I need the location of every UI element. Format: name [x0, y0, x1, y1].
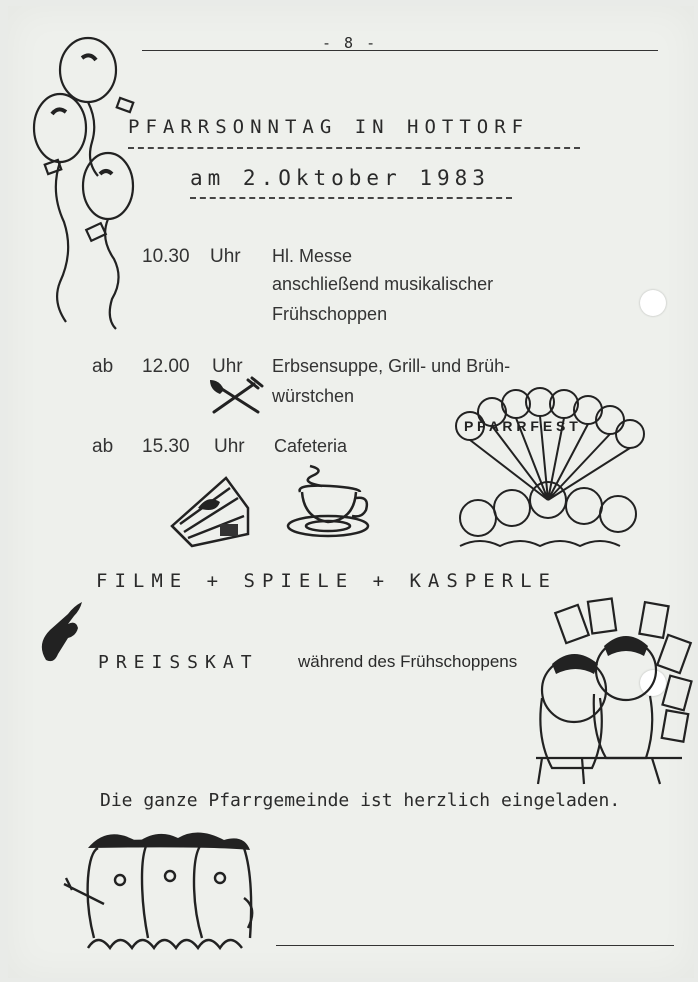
schedule-unit-2: Uhr [212, 356, 243, 377]
schedule-item-2-line-1: Erbsensuppe, Grill- und Brüh- [272, 356, 511, 376]
page-number: - 8 - [322, 34, 378, 52]
title-underline [128, 147, 580, 149]
card-players-icon [522, 598, 692, 788]
event-date: am 2.Oktober 1983 [190, 166, 490, 190]
schedule-prefix-3: ab [92, 436, 114, 457]
cake-icon [168, 468, 252, 548]
schedule-item-1-line-3: Frühschoppen [272, 304, 388, 324]
sign-text: P F A R R F E S T [464, 418, 578, 434]
invitation-text: Die ganze Pfarrgemeinde ist herzlich eingeladen. [100, 790, 621, 811]
top-rule [142, 50, 658, 51]
schedule-item-1-line-2: anschließend musikalischer [272, 274, 494, 294]
schedule-item-3-line-1: Cafeteria [274, 436, 348, 456]
schedule-prefix-2: ab [92, 356, 114, 377]
activities-banner: FILME + SPIELE + KASPERLE [96, 570, 557, 592]
schedule-unit-3: Uhr [214, 436, 245, 457]
bottom-rule [276, 945, 674, 946]
fork-knife-icon [208, 378, 264, 418]
date-underline [190, 197, 512, 199]
pointing-hand-icon [36, 600, 88, 664]
schedule-time-3: 15.30 [142, 436, 190, 457]
preisskat-detail: während des Frühschoppens [298, 652, 518, 671]
pfarrfest-sign-icon [448, 390, 648, 550]
balloons-icon [30, 36, 140, 336]
children-icon [58, 828, 268, 958]
coffee-cup-icon [286, 462, 370, 542]
schedule-unit-1: Uhr [210, 246, 241, 267]
preisskat-label: PREISSKAT [98, 652, 259, 673]
schedule-time-1: 10.30 [142, 246, 190, 267]
punch-hole-top [640, 290, 666, 316]
schedule-item-1-line-1: Hl. Messe [272, 246, 353, 266]
schedule-time-2: 12.00 [142, 356, 190, 377]
event-title: PFARRSONNTAG IN HOTTORF [128, 116, 530, 138]
schedule-item-2-line-2: würstchen [272, 386, 355, 406]
